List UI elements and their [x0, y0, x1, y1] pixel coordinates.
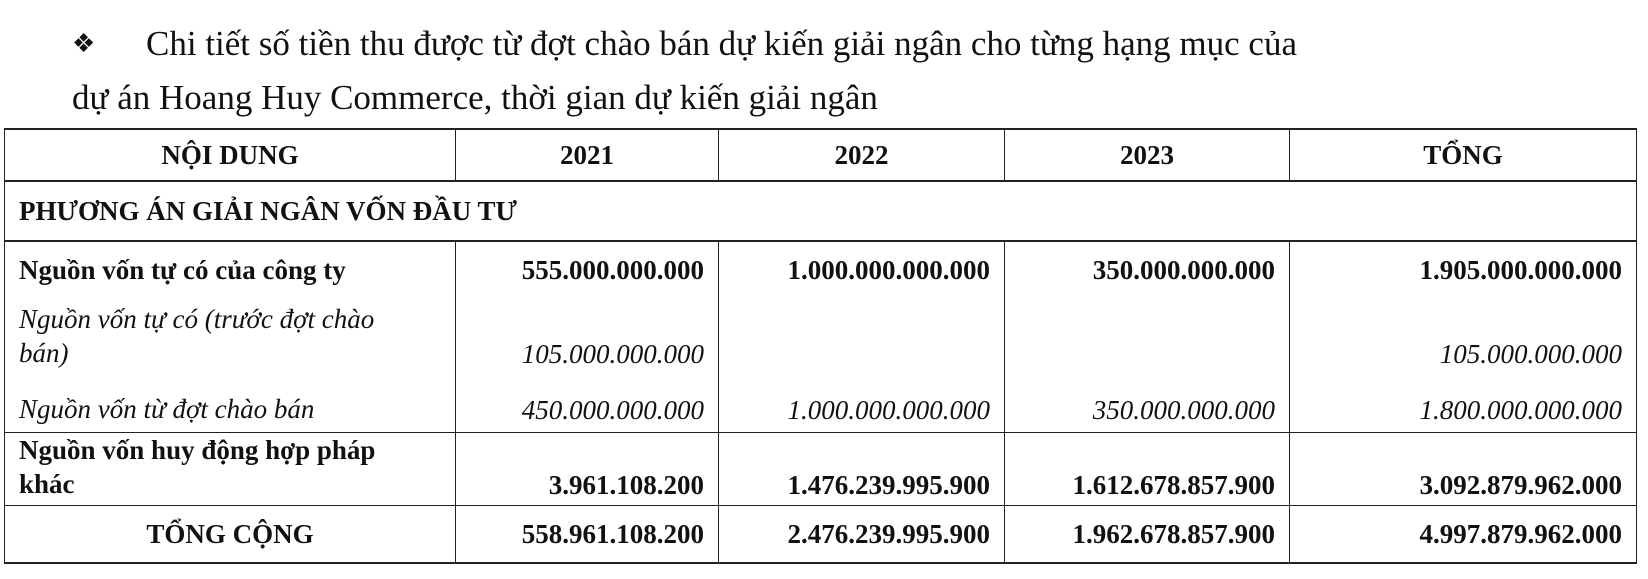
document-heading [72, 18, 1612, 123]
cell-2023: 350.000.000.000 [1005, 374, 1290, 433]
total-label: TỔNG CỘNG [5, 506, 456, 564]
table-row [5, 241, 1637, 298]
heading-line-1: Chi tiết số tiền thu được từ đợt chào bán dự kiến giải ngân cho từng hạng mục của [146, 24, 1297, 63]
row-label: Nguồn vốn tự có của công ty [5, 241, 456, 298]
cell-2021: 105.000.000.000 [456, 298, 719, 374]
header-2022: 2022 [719, 129, 1005, 181]
cell-2023 [1005, 298, 1290, 374]
total-2021: 558.961.108.200 [456, 506, 719, 564]
row-label-line-2: bán) [19, 338, 69, 368]
cell-2021: 450.000.000.000 [456, 374, 719, 433]
row-label-line-2: khác [19, 469, 75, 499]
row-label-line-1: Nguồn vốn huy động hợp pháp [19, 435, 376, 465]
row-label [5, 433, 456, 506]
header-total: TỔNG [1290, 129, 1637, 181]
header-2021: 2021 [456, 129, 719, 181]
cell-2022: 1.000.000.000.000 [719, 374, 1005, 433]
cell-2021: 555.000.000.000 [456, 241, 719, 298]
header-2023: 2023 [1005, 129, 1290, 181]
cell-2023: 350.000.000.000 [1005, 241, 1290, 298]
row-label [5, 298, 456, 374]
diamond-bullet-icon: ❖ [72, 29, 96, 58]
heading-line-2: dự án Hoang Huy Commerce, thời gian dự kiến giải ngân [72, 78, 878, 117]
cell-2022 [719, 298, 1005, 374]
total-total: 4.997.879.962.000 [1290, 506, 1637, 564]
table-row [5, 298, 1637, 374]
disbursement-table [4, 128, 1637, 564]
total-2023: 1.962.678.857.900 [1005, 506, 1290, 564]
row-label-line-1: Nguồn vốn tự có (trước đợt chào [19, 304, 375, 334]
section-row [5, 181, 1637, 241]
total-2022: 2.476.239.995.900 [719, 506, 1005, 564]
cell-total: 1.800.000.000.000 [1290, 374, 1637, 433]
total-row [5, 506, 1637, 564]
table-row [5, 374, 1637, 433]
cell-2023: 1.612.678.857.900 [1005, 433, 1290, 506]
cell-total: 105.000.000.000 [1290, 298, 1637, 374]
cell-total: 1.905.000.000.000 [1290, 241, 1637, 298]
table-row [5, 433, 1637, 506]
section-title: PHƯƠNG ÁN GIẢI NGÂN VỐN ĐẦU TƯ [5, 181, 1637, 241]
cell-2022: 1.000.000.000.000 [719, 241, 1005, 298]
table-header-row [5, 129, 1637, 181]
cell-total: 3.092.879.962.000 [1290, 433, 1637, 506]
header-content: NỘI DUNG [5, 129, 456, 181]
cell-2022: 1.476.239.995.900 [719, 433, 1005, 506]
cell-2021: 3.961.108.200 [456, 433, 719, 506]
row-label: Nguồn vốn từ đợt chào bán [5, 374, 456, 433]
